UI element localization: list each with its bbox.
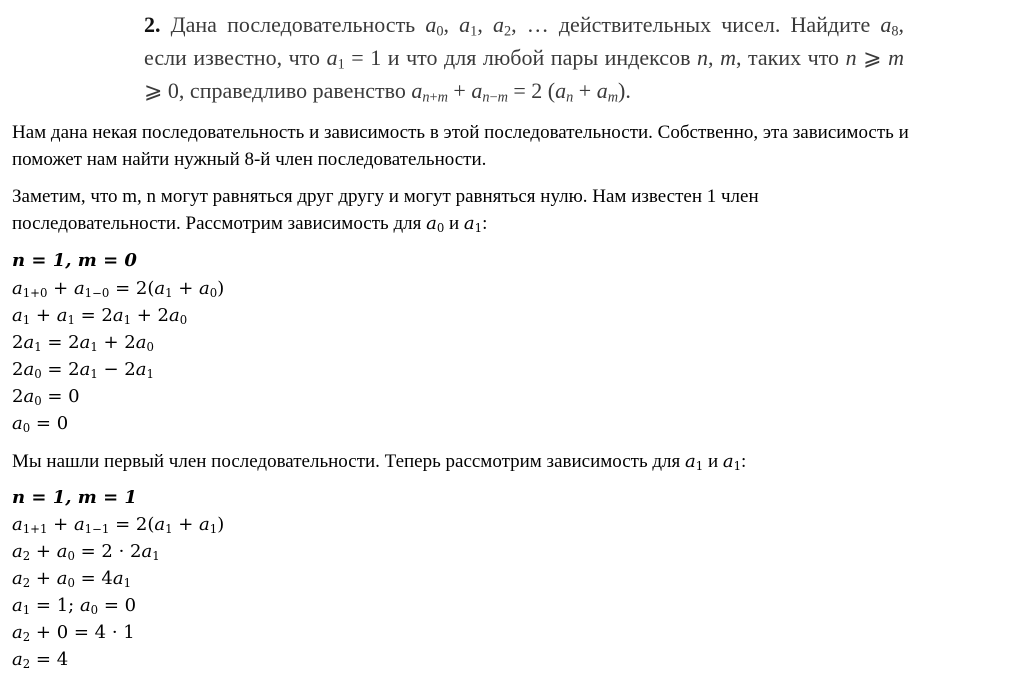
paragraph-2-line-2: последовательности. Рассмотрим зависимость для $a_0$ и $a_1$: [12, 213, 488, 235]
case-2-step-1: $a_{1+1} + a_{1-1} = 2(a_1 + a_1)$ [12, 514, 225, 536]
paragraph-1-line-1: Нам дана некая последовательность и зависимость в этой последовательности. Собственно, эта зависимость и [12, 122, 909, 143]
case-2-step-2: $a_2 + a_0 = 2 \cdot 2a_1$ [12, 541, 160, 563]
case-1-step-2: $a_1 + a_1 = 2a_1 + 2a_0$ [12, 305, 188, 327]
paragraph-2-line-1: Заметим, что m, n могут равняться друг другу и могут равняться нулю. Нам известен 1 член [12, 186, 759, 207]
case-1-step-6: $a_0 = 0$ [12, 413, 69, 435]
case-2-step-5: $a_2 + 0 = 4 \cdot 1$ [12, 622, 135, 644]
problem-number: 2. [144, 12, 161, 37]
problem-text [0, 0, 1, 1]
case-2-step-6: $a_2 = 4$ [12, 649, 69, 671]
case-2-step-4: $a_1 = 1$; $a_0 = 0$ [12, 595, 137, 617]
case-1-step-4: $2a_0 = 2a_1 - 2a_1$ [12, 359, 154, 381]
case-1-step-1: $a_{1+0} + a_{1-0} = 2(a_1 + a_0)$ [12, 278, 225, 300]
case-1-step-3: $2a_1 = 2a_1 + 2a_0$ [12, 332, 154, 354]
case-1-step-5: $2a_0 = 0$ [12, 386, 80, 408]
paragraph-3: Мы нашли первый член последовательности. Теперь рассмотрим зависимость для $a_1$ и $a_1$: [12, 451, 747, 473]
paragraph-1-line-2: поможет нам найти нужный 8-й член последовательности. [12, 149, 487, 170]
case-1-heading: n = 1, m = 0 [12, 250, 137, 271]
case-2-heading: n = 1, m = 1 [12, 487, 137, 508]
problem-statement: 2. Дана последовательность $a_0$, $a_1$, $a_2$, … действительных чисел. Найдите $a_8$, если известно, что $a_1 = 1$ и что для любой пары индексов n, m, таких что n ⩾ m ⩾ 0, справедливо равенство $a_{n+m} + a_{n-m} = 2$ $(a_n + a_m)$. [144, 12, 905, 106]
case-2-step-3: $a_2 + a_0 = 4a_1$ [12, 568, 132, 590]
